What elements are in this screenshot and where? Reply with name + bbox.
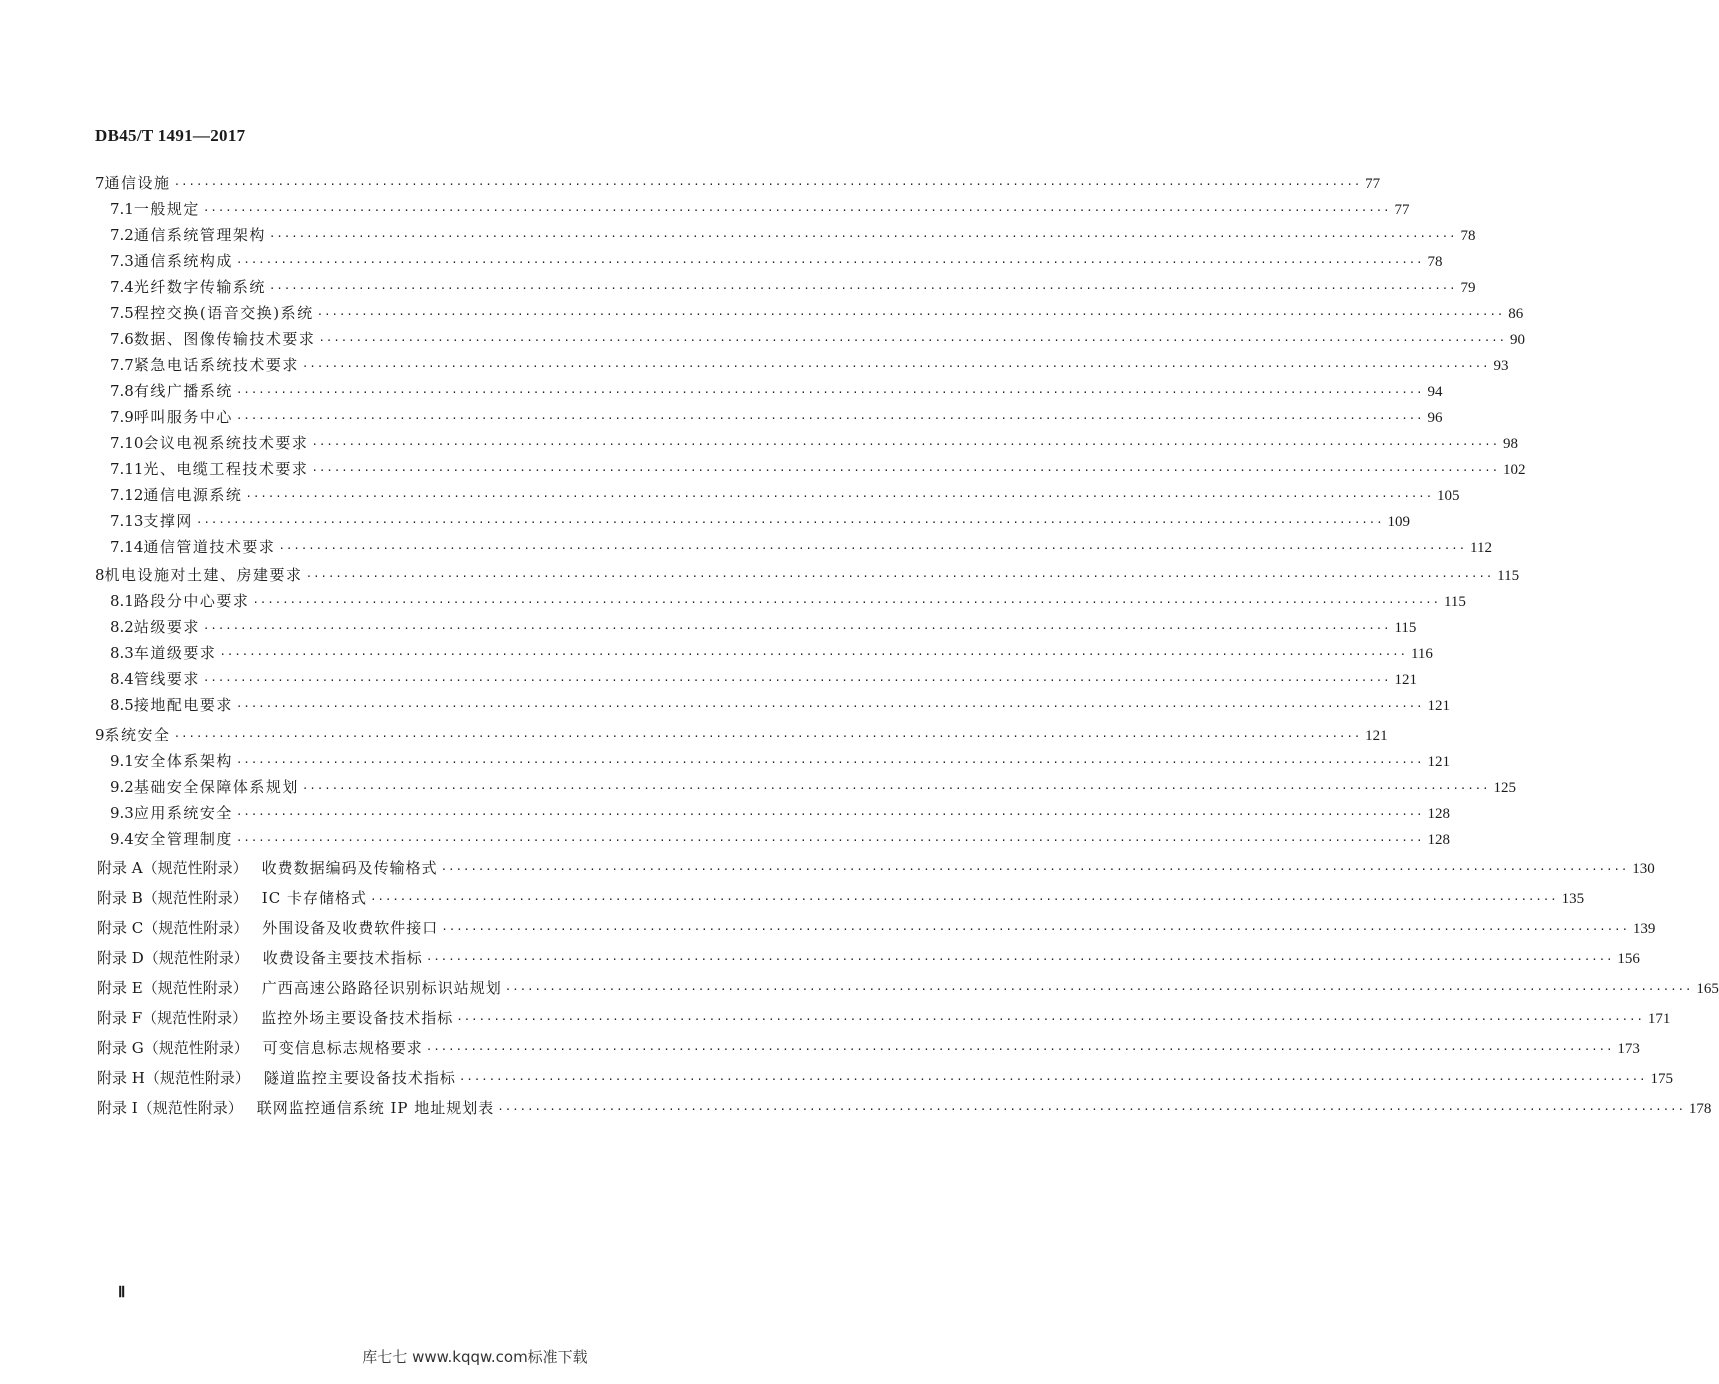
- toc-entry: [110, 198, 1410, 219]
- toc-entry: [95, 724, 1388, 745]
- toc-entry: [110, 484, 1460, 505]
- toc-dot-leader: ································································································································································: [235, 700, 1424, 713]
- toc-entry-title: 联网监控通信系统 IP 地址规划表: [256, 1099, 495, 1117]
- toc-entry-page: 115: [1497, 568, 1520, 584]
- toc-entry-page: 94: [1427, 384, 1443, 400]
- toc-entry-number: 7.6: [110, 330, 134, 348]
- toc-entry-title: 光纤数字传输系统: [133, 278, 266, 296]
- toc-entry-number: 7.9: [110, 408, 134, 426]
- toc-entry-title: 管线要求: [133, 670, 200, 688]
- toc-entry-number: 附录 I（规范性附录）: [97, 1099, 243, 1117]
- toc-entry-page: 98: [1503, 436, 1519, 452]
- toc-entry-title: 收费数据编码及传输格式: [261, 859, 438, 877]
- toc-entry-title: 可变信息标志规格要求: [262, 1039, 423, 1057]
- toc-entry-title: 有线广播系统: [133, 382, 233, 400]
- toc-entry-title: 监控外场主要设备技术指标: [261, 1009, 454, 1027]
- toc-entry-page: 121: [1427, 754, 1450, 770]
- toc-entry-page: 77: [1394, 202, 1410, 218]
- toc-dot-leader: ································································································································································: [219, 648, 1407, 661]
- toc-entry: [110, 250, 1443, 271]
- toc-dot-leader: ································································································································································: [497, 1103, 1685, 1116]
- toc-entry: [97, 1007, 1671, 1028]
- toc-entry-number: 7.1: [110, 200, 134, 218]
- toc-entry-number: 附录 D（规范性附录）: [97, 949, 249, 967]
- toc-entry-title: 呼叫服务中心: [133, 408, 233, 426]
- toc-entry-title: 车道级要求: [133, 644, 217, 662]
- toc-entry: [110, 694, 1450, 715]
- toc-entry: [110, 328, 1525, 349]
- toc-entry-page: 139: [1632, 921, 1656, 937]
- toc-entry-title: 接地配电要求: [133, 696, 233, 714]
- toc-dot-leader: ································································································································································: [202, 204, 1391, 217]
- toc-entry-number: 8.3: [110, 644, 134, 662]
- toc-entry-page: 156: [1617, 951, 1640, 967]
- toc-entry-title: 数据、图像传输技术要求: [133, 330, 316, 348]
- toc-entry-title: 紧急电话系统技术要求: [133, 356, 299, 374]
- toc-entry-page: 178: [1688, 1101, 1712, 1117]
- toc-entry: [110, 590, 1466, 611]
- toc-entry-number: 附录 G（规范性附录）: [97, 1039, 249, 1057]
- toc-entry-page: 115: [1443, 594, 1466, 610]
- toc-dot-leader: ································································································································································: [305, 570, 1494, 583]
- toc-entry-number: 8.5: [110, 696, 134, 714]
- toc-entry-page: 112: [1470, 540, 1492, 556]
- toc-entry: [95, 564, 1520, 585]
- toc-dot-leader: ································································································································································: [235, 412, 1424, 425]
- toc-dot-leader: ································································································································································: [425, 953, 1614, 966]
- toc-entry: [97, 887, 1585, 908]
- toc-entry-number: 附录 B（规范性附录）: [97, 889, 248, 907]
- toc-entry-page: 171: [1647, 1011, 1671, 1027]
- toc-entry-number: 7.12: [110, 486, 144, 504]
- toc-entry-number: 9.1: [110, 752, 134, 770]
- toc-entry: [110, 510, 1411, 531]
- toc-entry-title: 外围设备及收费软件接口: [262, 919, 439, 937]
- document-code: DB45/T 1491—2017: [95, 126, 246, 145]
- toc-entry-title: 通信系统构成: [133, 252, 233, 270]
- toc-entry-page: 109: [1387, 514, 1411, 530]
- toc-entry-page: 128: [1427, 806, 1450, 822]
- toc-entry-title: 系统安全: [104, 726, 171, 744]
- toc-entry-title: 程控交换(语音交换)系统: [133, 304, 314, 322]
- toc-entry-page: 165: [1696, 981, 1719, 997]
- toc-entry-number: 7.8: [110, 382, 134, 400]
- toc-dot-leader: ································································································································································: [301, 782, 1490, 795]
- toc-entry-number: 附录 C（规范性附录）: [97, 919, 249, 937]
- toc-entry-page: 102: [1503, 462, 1526, 478]
- toc-entry-number: 7.4: [110, 278, 134, 296]
- toc-entry: [95, 172, 1381, 193]
- toc-entry-title: 机电设施对土建、房建要求: [104, 566, 303, 584]
- toc-dot-leader: ································································································································································: [235, 386, 1424, 399]
- toc-entry-page: 121: [1427, 698, 1450, 714]
- toc-entry: [110, 802, 1450, 823]
- toc-entry-number: 7.5: [110, 304, 134, 322]
- toc-entry-title: 路段分中心要求: [133, 592, 250, 610]
- toc-entry-page: 86: [1508, 306, 1524, 322]
- toc-entry-number: 9.2: [110, 778, 134, 796]
- toc-entry: [110, 536, 1492, 557]
- toc-entry-title: 隧道监控主要设备技术指标: [263, 1069, 456, 1087]
- toc-entry-title: 广西高速公路路径识别标识站规划: [261, 979, 502, 997]
- toc-entry-title: 支撑网: [143, 512, 193, 530]
- toc-entry: [110, 828, 1450, 849]
- toc-entry: [110, 668, 1417, 689]
- toc-entry-number: 7.2: [110, 226, 134, 244]
- toc-entry-title: 安全管理制度: [133, 830, 233, 848]
- toc-entry-page: 125: [1493, 780, 1516, 796]
- toc-dot-leader: ································································································································································: [369, 893, 1558, 906]
- toc-entry-number: 7.10: [110, 434, 144, 452]
- toc-dot-leader: ································································································································································: [301, 360, 1490, 373]
- toc-dot-leader: ································································································································································: [504, 983, 1693, 996]
- toc-entry-title: IC 卡存储格式: [261, 889, 367, 907]
- toc-dot-leader: ································································································································································: [425, 1043, 1614, 1056]
- toc-entry-number: 7.3: [110, 252, 134, 270]
- toc-entry-title: 通信设施: [104, 174, 171, 192]
- toc-entry-page: 115: [1394, 620, 1417, 636]
- toc-entry-number: 附录 E（规范性附录）: [97, 979, 248, 997]
- toc-entry: [110, 776, 1516, 797]
- toc-dot-leader: ································································································································································: [278, 542, 1467, 555]
- toc-entry-number: 附录 F（规范性附录）: [97, 1009, 248, 1027]
- toc-entry-page: 121: [1365, 728, 1388, 744]
- toc-entry-number: 9.3: [110, 804, 134, 822]
- toc-entry-title: 会议电视系统技术要求: [143, 434, 309, 452]
- toc-dot-leader: ································································································································································: [311, 464, 1500, 477]
- toc-entry: [110, 380, 1443, 401]
- toc-entry-number: 8.1: [110, 592, 134, 610]
- toc-dot-leader: ································································································································································: [252, 596, 1440, 609]
- toc-entry-page: 105: [1437, 488, 1460, 504]
- toc-dot-leader: ································································································································································: [195, 516, 1384, 529]
- toc-entry-number: 7.14: [110, 538, 144, 556]
- toc-dot-leader: ································································································································································: [311, 438, 1500, 451]
- toc-entry-page: 130: [1632, 861, 1655, 877]
- toc-dot-leader: ································································································································································: [235, 756, 1424, 769]
- toc-dot-leader: ································································································································································: [235, 808, 1424, 821]
- toc-entry: [110, 354, 1509, 375]
- toc-dot-leader: ································································································································································: [235, 834, 1424, 847]
- toc-dot-leader: ································································································································································: [458, 1073, 1647, 1086]
- toc-entry-title: 通信电源系统: [143, 486, 243, 504]
- toc-entry-page: 79: [1460, 280, 1476, 296]
- toc-entry-title: 通信系统管理架构: [133, 226, 266, 244]
- toc-entry: [110, 406, 1443, 427]
- toc-entry-number: 7.7: [110, 356, 134, 374]
- toc-entry-page: 116: [1410, 646, 1433, 662]
- toc-dot-leader: ································································································································································: [268, 282, 1457, 295]
- toc-entry-page: 78: [1460, 228, 1476, 244]
- toc-dot-leader: ································································································································································: [173, 178, 1362, 191]
- toc-entry-number: 9: [95, 726, 105, 744]
- toc-entry-page: 128: [1427, 832, 1450, 848]
- toc-entry: [97, 857, 1655, 878]
- toc-entry-page: 93: [1493, 358, 1509, 374]
- toc-entry-number: 8.4: [110, 670, 134, 688]
- toc-entry-page: 78: [1427, 254, 1443, 270]
- toc-dot-leader: ································································································································································: [245, 490, 1434, 503]
- toc-entry-number: 附录 A（规范性附录）: [97, 859, 248, 877]
- toc-entry: [110, 276, 1476, 297]
- toc-entry: [110, 750, 1450, 771]
- toc-entry-number: 7.11: [110, 460, 144, 478]
- toc-entry-page: 175: [1650, 1071, 1673, 1087]
- toc-entry-page: 77: [1365, 176, 1381, 192]
- toc-entry-page: 90: [1509, 332, 1525, 348]
- toc-entry-number: 附录 H（规范性附录）: [97, 1069, 250, 1087]
- page-number: Ⅱ: [118, 1285, 126, 1301]
- toc-dot-leader: ································································································································································: [456, 1013, 1644, 1026]
- toc-entry-title: 站级要求: [133, 618, 200, 636]
- toc-entry-title: 应用系统安全: [133, 804, 233, 822]
- toc-entry: [110, 642, 1433, 663]
- toc-entry-page: 121: [1394, 672, 1417, 688]
- toc-entry-number: 9.4: [110, 830, 134, 848]
- toc-dot-leader: ································································································································································: [202, 622, 1391, 635]
- toc-dot-leader: ································································································································································: [318, 334, 1506, 347]
- toc-entry-title: 光、电缆工程技术要求: [143, 460, 309, 478]
- toc-dot-leader: ································································································································································: [235, 256, 1424, 269]
- toc-entry-page: 135: [1561, 891, 1585, 907]
- toc-entry-title: 安全体系架构: [133, 752, 233, 770]
- toc-entry: [97, 977, 1719, 998]
- toc-dot-leader: ································································································································································: [202, 674, 1391, 687]
- toc-entry: [97, 917, 1656, 938]
- toc-entry-number: 8.2: [110, 618, 134, 636]
- toc-dot-leader: ································································································································································: [316, 308, 1505, 321]
- toc-entry: [97, 1037, 1640, 1058]
- toc-entry-title: 通信管道技术要求: [143, 538, 276, 556]
- toc-entry-page: 173: [1617, 1041, 1640, 1057]
- toc-dot-leader: ································································································································································: [173, 730, 1362, 743]
- toc-entry: [97, 1067, 1673, 1088]
- toc-entry-title: 一般规定: [133, 200, 200, 218]
- toc-entry-page: 96: [1427, 410, 1443, 426]
- toc-entry-title: 收费设备主要技术指标: [262, 949, 423, 967]
- toc-entry: [110, 302, 1524, 323]
- toc-entry-number: 7: [95, 174, 105, 192]
- toc-dot-leader: ································································································································································: [268, 230, 1457, 243]
- footer-watermark: 库七七 www.kqqw.com标准下载: [362, 1348, 588, 1366]
- toc-entry: [110, 432, 1519, 453]
- toc-entry: [110, 224, 1476, 245]
- toc-dot-leader: ································································································································································: [440, 863, 1629, 876]
- toc-entry-number: 7.13: [110, 512, 144, 530]
- toc-entry: [97, 947, 1640, 968]
- toc-entry: [97, 1097, 1712, 1118]
- toc-entry-title: 基础安全保障体系规划: [133, 778, 299, 796]
- toc-entry: [110, 616, 1417, 637]
- toc-entry-number: 8: [95, 566, 105, 584]
- toc-entry: [110, 458, 1526, 479]
- toc-dot-leader: ································································································································································: [441, 923, 1629, 936]
